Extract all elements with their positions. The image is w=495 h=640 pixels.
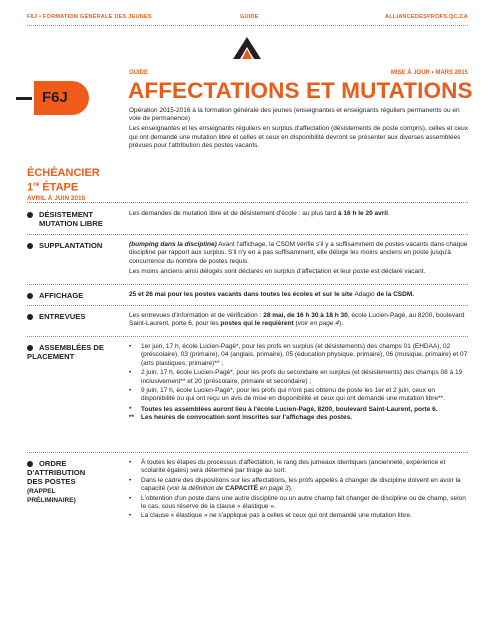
page-title: AFFECTATIONS ET MUTATIONS	[128, 78, 473, 103]
label-line: AFFICHAGE	[39, 291, 84, 300]
intro-paragraph-1: Opération 2015-2016 à la formation générale des jeunes (enseignantes et enseignants réguliers permanents ou en voie de permanence)	[129, 107, 460, 123]
desc-text: Les moins anciens ainsi délogés sont déclarés en surplus d'affectation et leur poste est déclaré vacant.	[129, 267, 426, 275]
header-divider	[27, 25, 468, 26]
header-left: F6J • FORMATION GÉNÉRALE DES JEUNES	[27, 14, 152, 20]
row-divider	[27, 452, 468, 453]
label-line: ENTREVUES	[39, 312, 86, 321]
label-desistement	[27, 210, 117, 228]
header-middle: GUIDE	[240, 14, 259, 20]
row-divider	[27, 284, 468, 285]
adagio-link[interactable]: Adagio	[354, 291, 375, 298]
label-line: PRÉLIMINAIRE)	[27, 496, 76, 504]
f6j-badge: F6J	[34, 81, 89, 115]
row-divider	[27, 202, 468, 203]
desc-entrevues	[129, 312, 469, 330]
label-line: ASSEMBLÉES DE	[39, 343, 104, 352]
label-line: DÉSISTEMENT	[39, 210, 94, 219]
schedule-title: ÉCHÉANCIER	[27, 167, 100, 179]
label-line: DES POSTES	[27, 477, 76, 487]
desc-affichage	[129, 291, 469, 301]
desc-text: .	[387, 210, 390, 217]
page-header	[27, 14, 468, 24]
label-line: SUPPLANTATION	[39, 241, 103, 250]
desc-emphasis: postes qui le requièrent	[220, 320, 294, 328]
update-date: MISE À JOUR • MARS 2015	[390, 70, 468, 76]
footnotes	[129, 406, 469, 423]
desc-ordre	[129, 459, 469, 522]
label-line: MUTATION LIBRE	[39, 219, 103, 229]
list-item: • 2 juin, 17 h, école Lucien-Pagé*, pour les profs du secondaire en surplus (et désistements) des champs 08 à 19 inclusivement** et 20 (préscolaire, primaire et secondaire) ;	[129, 369, 469, 386]
row-divider	[27, 234, 468, 235]
desc-emphasis: (bumping dans la discipline)	[129, 241, 217, 248]
label-affichage	[27, 291, 117, 300]
desc-emphasis: 28 mai, de 16 h 30 à 18 h 30	[263, 312, 348, 319]
label-line: (RAPPEL	[27, 487, 56, 495]
desc-desistement	[129, 210, 469, 220]
desc-text: Les demandes de mutation libre et de désistement d'école : au plus tard	[129, 210, 339, 217]
page-reference: en page 3	[257, 485, 289, 493]
list-item: • 9 juin, 17 h, école Lucien-Pagé*, pour les profs qui n'ont pas obtenu de poste les 1er et 2 juin, ceux en disponibilité ou qui ont reçu un avis de mise en disponibilité et ceux qui ont demandé une mutation libre**.	[129, 387, 469, 404]
desc-text: Les entrevues d'information et de vérification :	[129, 312, 264, 319]
page-reference: voir en page 4	[297, 320, 339, 328]
schedule-heading	[27, 168, 100, 204]
label-ordre	[27, 459, 117, 505]
desc-text: ).	[288, 485, 293, 493]
stage-number: 1	[27, 181, 34, 194]
desc-emphasis: CAPACITÉ	[225, 485, 258, 493]
row-divider	[27, 305, 468, 306]
desc-assemblees	[129, 343, 469, 423]
footnote-text: Toutes les assemblées auront lieu à l'école Lucien-Pagé, 8200, boulevard Saint-Laurent, porte 6.	[141, 405, 438, 413]
page-reference: voir la définition de	[169, 485, 226, 493]
list-item: • L'obtention d'un poste dans une autre discipline ou un autre champ fait changer de discipline ou de champ, selon le cas, sous réserve de la clause « élastique ».	[129, 495, 469, 512]
row-divider	[27, 336, 468, 337]
desc-text: Avant l'affichage, la CSDM vérifie s'il y a suffisamment de postes vacants dans chaque discipline par rapport aux surplus. S'il n'y en a pas suffisamment, elle déloge les moins anciens en poste jusqu'à concurrence du nombre de postes requis.	[129, 241, 468, 265]
list-item: • 1er juin, 17 h, école Lucien-Pagé*, pour les profs en surplus (et désistements) des champs 01 (EHDAA), 02 (préscolaire), 03 (primaire), 04 (anglais, primaire), 05 (éducation physique, primaire), 06 (musique, primaire) et 07 (arts plastiques, primaire)** ;	[129, 343, 469, 368]
label-assemblees	[27, 343, 117, 361]
guide-label: GUIDE	[129, 70, 149, 76]
desc-text: Dans le cadre des dispositions sur les affectations, les profs appelés à changer de discipline doivent en avoir la capacité (	[141, 476, 461, 493]
list-item: • La clause « élastique » ne s'applique pas à celles et ceux qui ont demandé une mutation libre.	[129, 512, 469, 520]
desc-emphasis: 25 et 26 mai pour les postes vacants dans toutes les écoles et sur le site	[129, 291, 355, 298]
stage-word: ÉTAPE	[39, 181, 79, 194]
intro-paragraph-2: Les enseignantes et les enseignants réguliers en surplus d'affectation (désistements de poste compris), celles et ceux qui ont demandé une mutation libre et celles et ceux en disponibilité devront se présenter aux diverses assemblées prévues pour l'attribution des postes vacants.	[129, 125, 468, 150]
deadline-text: à 16 h le 20 avril	[338, 210, 388, 217]
intro	[129, 107, 469, 152]
alliance-logo-icon	[232, 36, 262, 60]
label-supplantation	[27, 241, 117, 250]
stage-ordinal: re	[33, 181, 40, 188]
list-item	[129, 477, 469, 494]
desc-emphasis: de la CSDM.	[374, 291, 415, 298]
header-website[interactable]: ALLIANCEDESPROFS.QC.CA	[384, 14, 468, 20]
label-entrevues	[27, 312, 117, 321]
footnote-text: Les heures de convocation sont inscrites sur l'affichage des postes.	[141, 414, 353, 422]
footnote-mark: *	[129, 405, 132, 413]
label-line: ORDRE	[39, 459, 67, 468]
badge-dash	[16, 97, 32, 100]
schedule-stage	[27, 179, 100, 194]
desc-text: ).	[338, 320, 343, 328]
schedule-period: AVRIL À JUIN 2015	[27, 194, 86, 202]
desc-text: , école Lucien-Pagé, au 8200, boulevard Saint-Laurent, porte 6, pour les	[129, 312, 465, 328]
label-line: D'ATTRIBUTION	[27, 468, 86, 478]
list-item: • À toutes les étapes du processus d'affectation, le rang des jumeaux identiques (ancienneté, expérience et scolarité égales) sera déterminé par tirage au sort.	[129, 459, 469, 476]
label-line: PLACEMENT	[27, 352, 75, 362]
footnote-mark: **	[129, 414, 135, 422]
desc-text: (	[293, 320, 298, 328]
desc-supplantation	[129, 241, 469, 278]
